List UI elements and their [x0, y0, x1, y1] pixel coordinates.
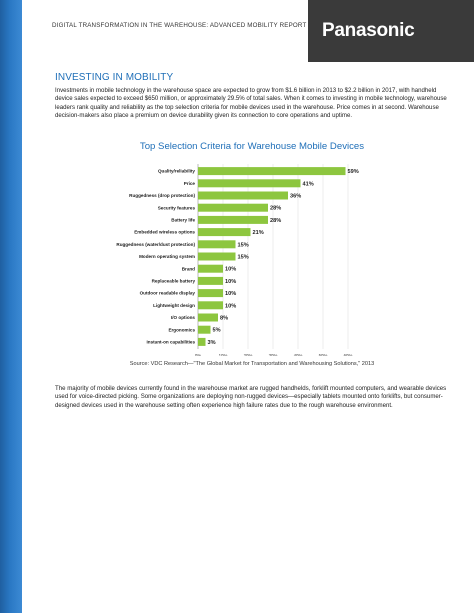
value-label: 10%	[225, 278, 237, 285]
chart-title: Top Selection Criteria for Warehouse Mobile Devices	[139, 141, 365, 152]
category-label: Quality/reliability	[157, 168, 195, 174]
value-label: 59%	[347, 169, 359, 176]
category-label: Outdoor readable display	[139, 290, 195, 296]
value-label: 28%	[270, 217, 282, 224]
category-label: Price	[183, 180, 195, 186]
bar	[198, 240, 236, 248]
value-label: 10%	[225, 291, 237, 298]
bar	[198, 265, 223, 273]
x-tick-label: 0%	[194, 353, 202, 356]
category-label: I/O options	[171, 315, 195, 321]
value-label: 8%	[220, 315, 229, 322]
x-tick-label: 20%	[243, 353, 253, 356]
bar	[198, 253, 236, 261]
value-label: 21%	[252, 230, 264, 237]
bar	[198, 228, 251, 236]
x-tick-label: 40%	[293, 353, 303, 356]
value-label: 36%	[290, 193, 302, 200]
value-label: 28%	[270, 205, 282, 212]
category-label: Ruggedness (water/dust protection)	[116, 241, 195, 247]
intro-paragraph: Investments in mobile technology in the warehouse space are expected to grow from $1.6 billion in 2013 to $2.2 billion in 2017, with handheld device sales expected to exceed $650 million, or approximately 29.5% of total sales. When it comes to investing in mobile technology, warehouse leaders rank quality and reliability as the top selection criteria for mobile devices used in the warehouse. Price comes in at second. Warehouse decision-makers also place a premium on device durability given its connection to core operations and uptime.	[55, 87, 447, 120]
section-title: INVESTING IN MOBILITY	[55, 72, 174, 83]
value-label: 15%	[237, 242, 249, 249]
x-tick-label: 30%	[268, 353, 278, 356]
bar	[198, 314, 218, 322]
category-label: Ruggedness (drop protection)	[129, 193, 195, 199]
bar	[198, 167, 346, 175]
x-tick-label: 50%	[318, 353, 328, 356]
chart-source: Source: VDC Research—"The Global Market for Transportation and Warehousing Solutions," 2013	[129, 361, 375, 367]
x-tick-label: 10%	[218, 353, 228, 356]
value-label: 10%	[225, 303, 237, 310]
category-label: Brand	[181, 266, 195, 272]
x-tick-label: 60%	[343, 353, 353, 356]
bar	[198, 338, 206, 346]
value-label: 10%	[225, 266, 237, 273]
panasonic-logo: Panasonic	[322, 20, 415, 41]
category-label: Security features	[157, 205, 195, 211]
bar	[198, 289, 223, 297]
bar	[198, 192, 288, 200]
category-label: Battery life	[171, 217, 195, 223]
category-label: Instant-on capabilities	[146, 339, 195, 345]
value-label: 15%	[237, 254, 249, 261]
value-label: 41%	[302, 181, 314, 188]
bar	[198, 216, 268, 224]
bar	[198, 277, 223, 285]
value-label: 5%	[212, 327, 221, 334]
bar	[198, 179, 301, 187]
bar-chart	[100, 160, 370, 356]
bar	[198, 204, 268, 212]
body-paragraph: The majority of mobile devices currently found in the warehouse market are rugged handhelds, forklift mounted computers, and wearable devices used for voice-directed picking. Some organizations are deploying non-rugged devices—especially tablets mounted onto forklifts, but consumer-designed devices used in the warehouse setting often experience high failure rates due to the rough warehouse environment.	[55, 385, 447, 409]
value-label: 3%	[207, 339, 216, 346]
bar	[198, 301, 223, 309]
side-accent-bar	[0, 0, 22, 613]
category-label: Lightweight design	[153, 302, 195, 308]
category-label: Modern operating system	[139, 254, 195, 260]
category-label: Embedded wireless options	[134, 229, 195, 235]
category-label: Replaceable battery	[151, 278, 195, 284]
report-title: DIGITAL TRANSFORMATION IN THE WAREHOUSE: ADVANCED MOBILITY REPORT	[52, 22, 307, 29]
category-label: Ergonomics	[168, 327, 195, 333]
bar	[198, 326, 211, 334]
